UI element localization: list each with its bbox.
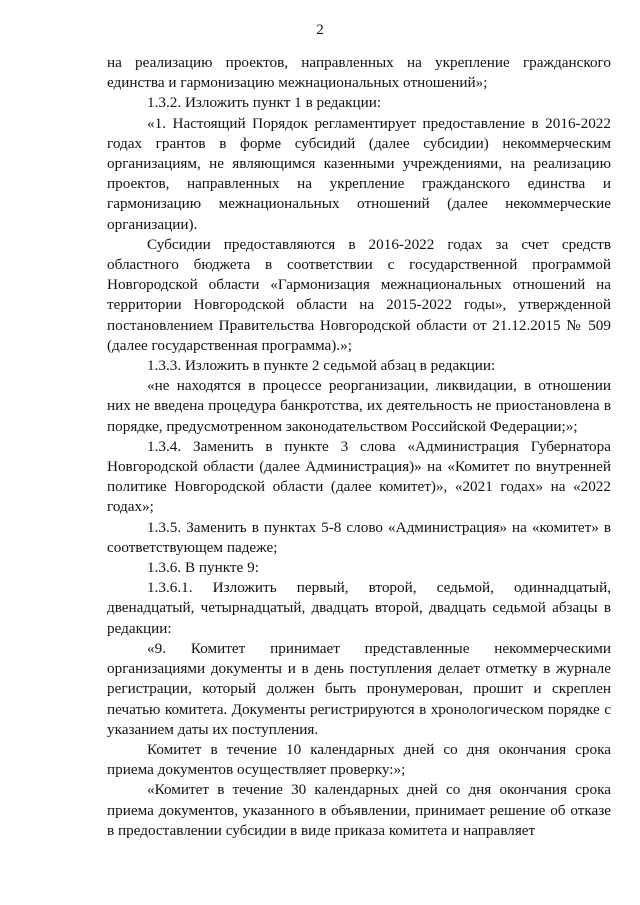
paragraph: Субсидии предоставляются в 2016-2022 годах за счет средств областного бюджета в соответствии с государственной программой Новгородской области «Гармонизация межнациональных отношений на территории Новгородской области на 2015-2022 годы», утвержденной постановлением Правительства Новгородской области от 21.12.2015 № 509 (далее государственная программа).»;: [107, 235, 611, 354]
paragraph: «1. Настоящий Порядок регламентирует предоставление в 2016-2022 годах грантов в форме субсидий (далее субсидии) некоммерческим организациям, не являющимся казенными учреждениями, на реализацию проектов, направленных на укрепление гражданского единства и гармонизацию межнациональных отношений (далее некоммерческие организации).: [107, 114, 611, 233]
paragraph: 1.3.2. Изложить пункт 1 в редакции:: [147, 94, 382, 112]
paragraph: 1.3.6.1. Изложить первый, второй, седьмой, одиннадцатый, двенадцатый, четырнадцатый, двадцать второй, двадцать седьмой абзацы в редакции:: [107, 579, 611, 637]
paragraph: 1.3.4. Заменить в пункте 3 слова «Администрация Губернатора Новгородской области (далее Администрация)» на «Комитет по внутренней политике Новгородской области (далее комитет)», «2021 годах» на «2022 годах»;: [107, 437, 611, 516]
paragraph: 1.3.3. Изложить в пункте 2 седьмой абзац в редакции:: [147, 357, 496, 375]
document-body: [107, 53, 611, 841]
paragraph: «9. Комитет принимает представленные некоммерческими организациями документы и в день поступления делает отметку в журнале регистрации, который должен быть пронумерован, прошит и скреплен печатью комитета. Документы регистрируются в хронологическом порядке с указанием даты их поступления.: [107, 639, 611, 738]
paragraph: «не находятся в процессе реорганизации, ликвидации, в отношении них не введена процедура банкротства, их деятельность не приостановлена в порядке, предусмотренном законодательством Российской Федерации;»;: [107, 377, 611, 435]
paragraph: на реализацию проектов, направленных на укрепление гражданского единства и гармонизацию межнациональных отношений»;: [107, 54, 611, 92]
paragraph: 1.3.6. В пункте 9:: [147, 559, 259, 577]
paragraph: 1.3.5. Заменить в пунктах 5-8 слово «Администрация» на «комитет» в соответствующем падеже;: [107, 518, 611, 556]
paragraph: Комитет в течение 10 календарных дней со дня окончания срока приема документов осуществляет проверку:»;: [107, 740, 611, 779]
page-number: 2: [316, 22, 324, 38]
paragraph: «Комитет в течение 30 календарных дней со дня окончания срока приема документов, указанного в объявлении, принимает решение об отказе в предоставлении субсидии в виде приказа комитета и направляет: [107, 781, 611, 839]
